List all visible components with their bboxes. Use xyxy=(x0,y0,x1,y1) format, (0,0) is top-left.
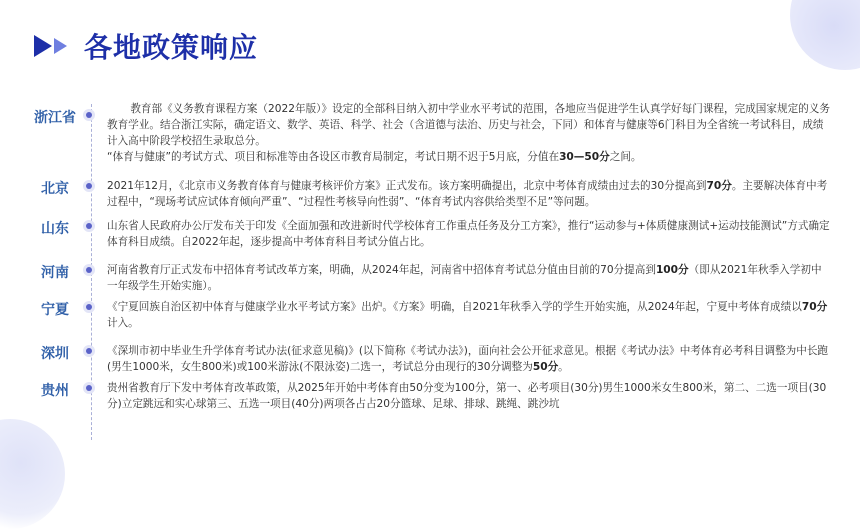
score-highlight: 70分 xyxy=(801,301,828,313)
score-highlight: 70分 xyxy=(706,180,732,192)
score-highlight: 100分 xyxy=(655,264,689,276)
region-label: 贵州 xyxy=(41,383,69,399)
timeline-dot xyxy=(86,304,92,310)
policy-text: 2021年12月，《北京市义务教育体育与健康考核评价方案》正式发布。该方案明确提出，北京中考体育成绩由过去的30分提高到70分。主要解决体育中考过程中，“现场考试应试体育倾向严重”、“过程性考核导向性弱”、“体育考试内容供给类型不足”等问题。 xyxy=(107,180,828,208)
timeline-dot xyxy=(86,183,92,189)
region-label: 山东 xyxy=(41,221,69,237)
region-label: 深圳 xyxy=(41,346,69,362)
policy-text: 《深圳市初中毕业生升学体育考试办法(征求意见稿)》(以下简称《考试办法》)，面向社会公开征求意见。根据《考试办法》中考体育必考科目调整为中长跑(男生1000米，女生800米)或100米游泳(不限泳姿)二选一，考试总分由现行的30分调整为50分。 xyxy=(107,345,829,373)
policy-paragraph: “体育与健康”的考试方式、项目和标准等由各设区市教育局制定，考试日期不迟于5月底，分值在30—50分之间。 xyxy=(107,151,642,163)
score-highlight: 30—50分 xyxy=(559,151,610,163)
region-label: 宁夏 xyxy=(41,302,69,318)
region-label: 北京 xyxy=(41,181,69,197)
policy-text: 山东省人民政府办公厅发布关于印发《全面加强和改进新时代学校体育工作重点任务及分工方案》，推行“运动参与+体质健康测试+运动技能测试”方式确定体育科目成绩。自2022年起，逐步提高中考体育科目考试分值占比。 xyxy=(107,220,830,248)
decorative-circle-top-right xyxy=(790,0,860,70)
policy-text: 贵州省教育厅下发中考体育改革政策，从2025年开始中考体育由50分变为100分，第一、必考项目(30分)男生1000米女生800米，第二、二选一项目(30分)立定跳远和实心球第三、五选一项目(40分)两项各占占20分篮球、足球、排球、跳绳、跳沙坑 xyxy=(107,382,827,410)
timeline-dot xyxy=(86,223,92,229)
policy-text: 《宁夏回族自治区初中体育与健康学业水平考试方案》出炉。《方案》明确，自2021年秋季入学的学生开始实施，从2024年起，宁夏中考体育成绩以70分计入。 xyxy=(107,301,828,329)
decorative-circle-bottom-left xyxy=(0,419,65,529)
double-arrow-icon xyxy=(34,31,80,61)
policy-paragraph: 教育部《义务教育课程方案（2022年版）》设定的全部科目纳入初中学业水平考试的范围，各地应当促进学生认真学好每门课程，完成国家规定的义务教育学业。结合浙江实际，确定语文、数学、英语、科学、社会（含道德与法治、历史与社会，下同）和体育与健康等6门科目为全省统一考试科目，成绩计入高中阶段学校招生录取总分。 xyxy=(107,103,830,147)
policy-text: 河南省教育厅正式发布中招体育考试改革方案，明确，从2024年起，河南省中招体育考试总分值由目前的70分提高到100分（即从2021年秋季入学初中一年级学生开始实施）。 xyxy=(107,264,822,292)
timeline-dot xyxy=(86,385,92,391)
timeline-dot xyxy=(86,348,92,354)
page-title: 各地政策响应 xyxy=(84,31,259,64)
policy-text xyxy=(107,101,832,165)
page-header xyxy=(34,26,258,66)
timeline-dot xyxy=(86,112,92,118)
score-highlight: 50分 xyxy=(532,361,559,373)
region-label: 河南 xyxy=(41,265,69,281)
region-label: 浙江省 xyxy=(34,110,76,126)
timeline-dot xyxy=(86,267,92,273)
